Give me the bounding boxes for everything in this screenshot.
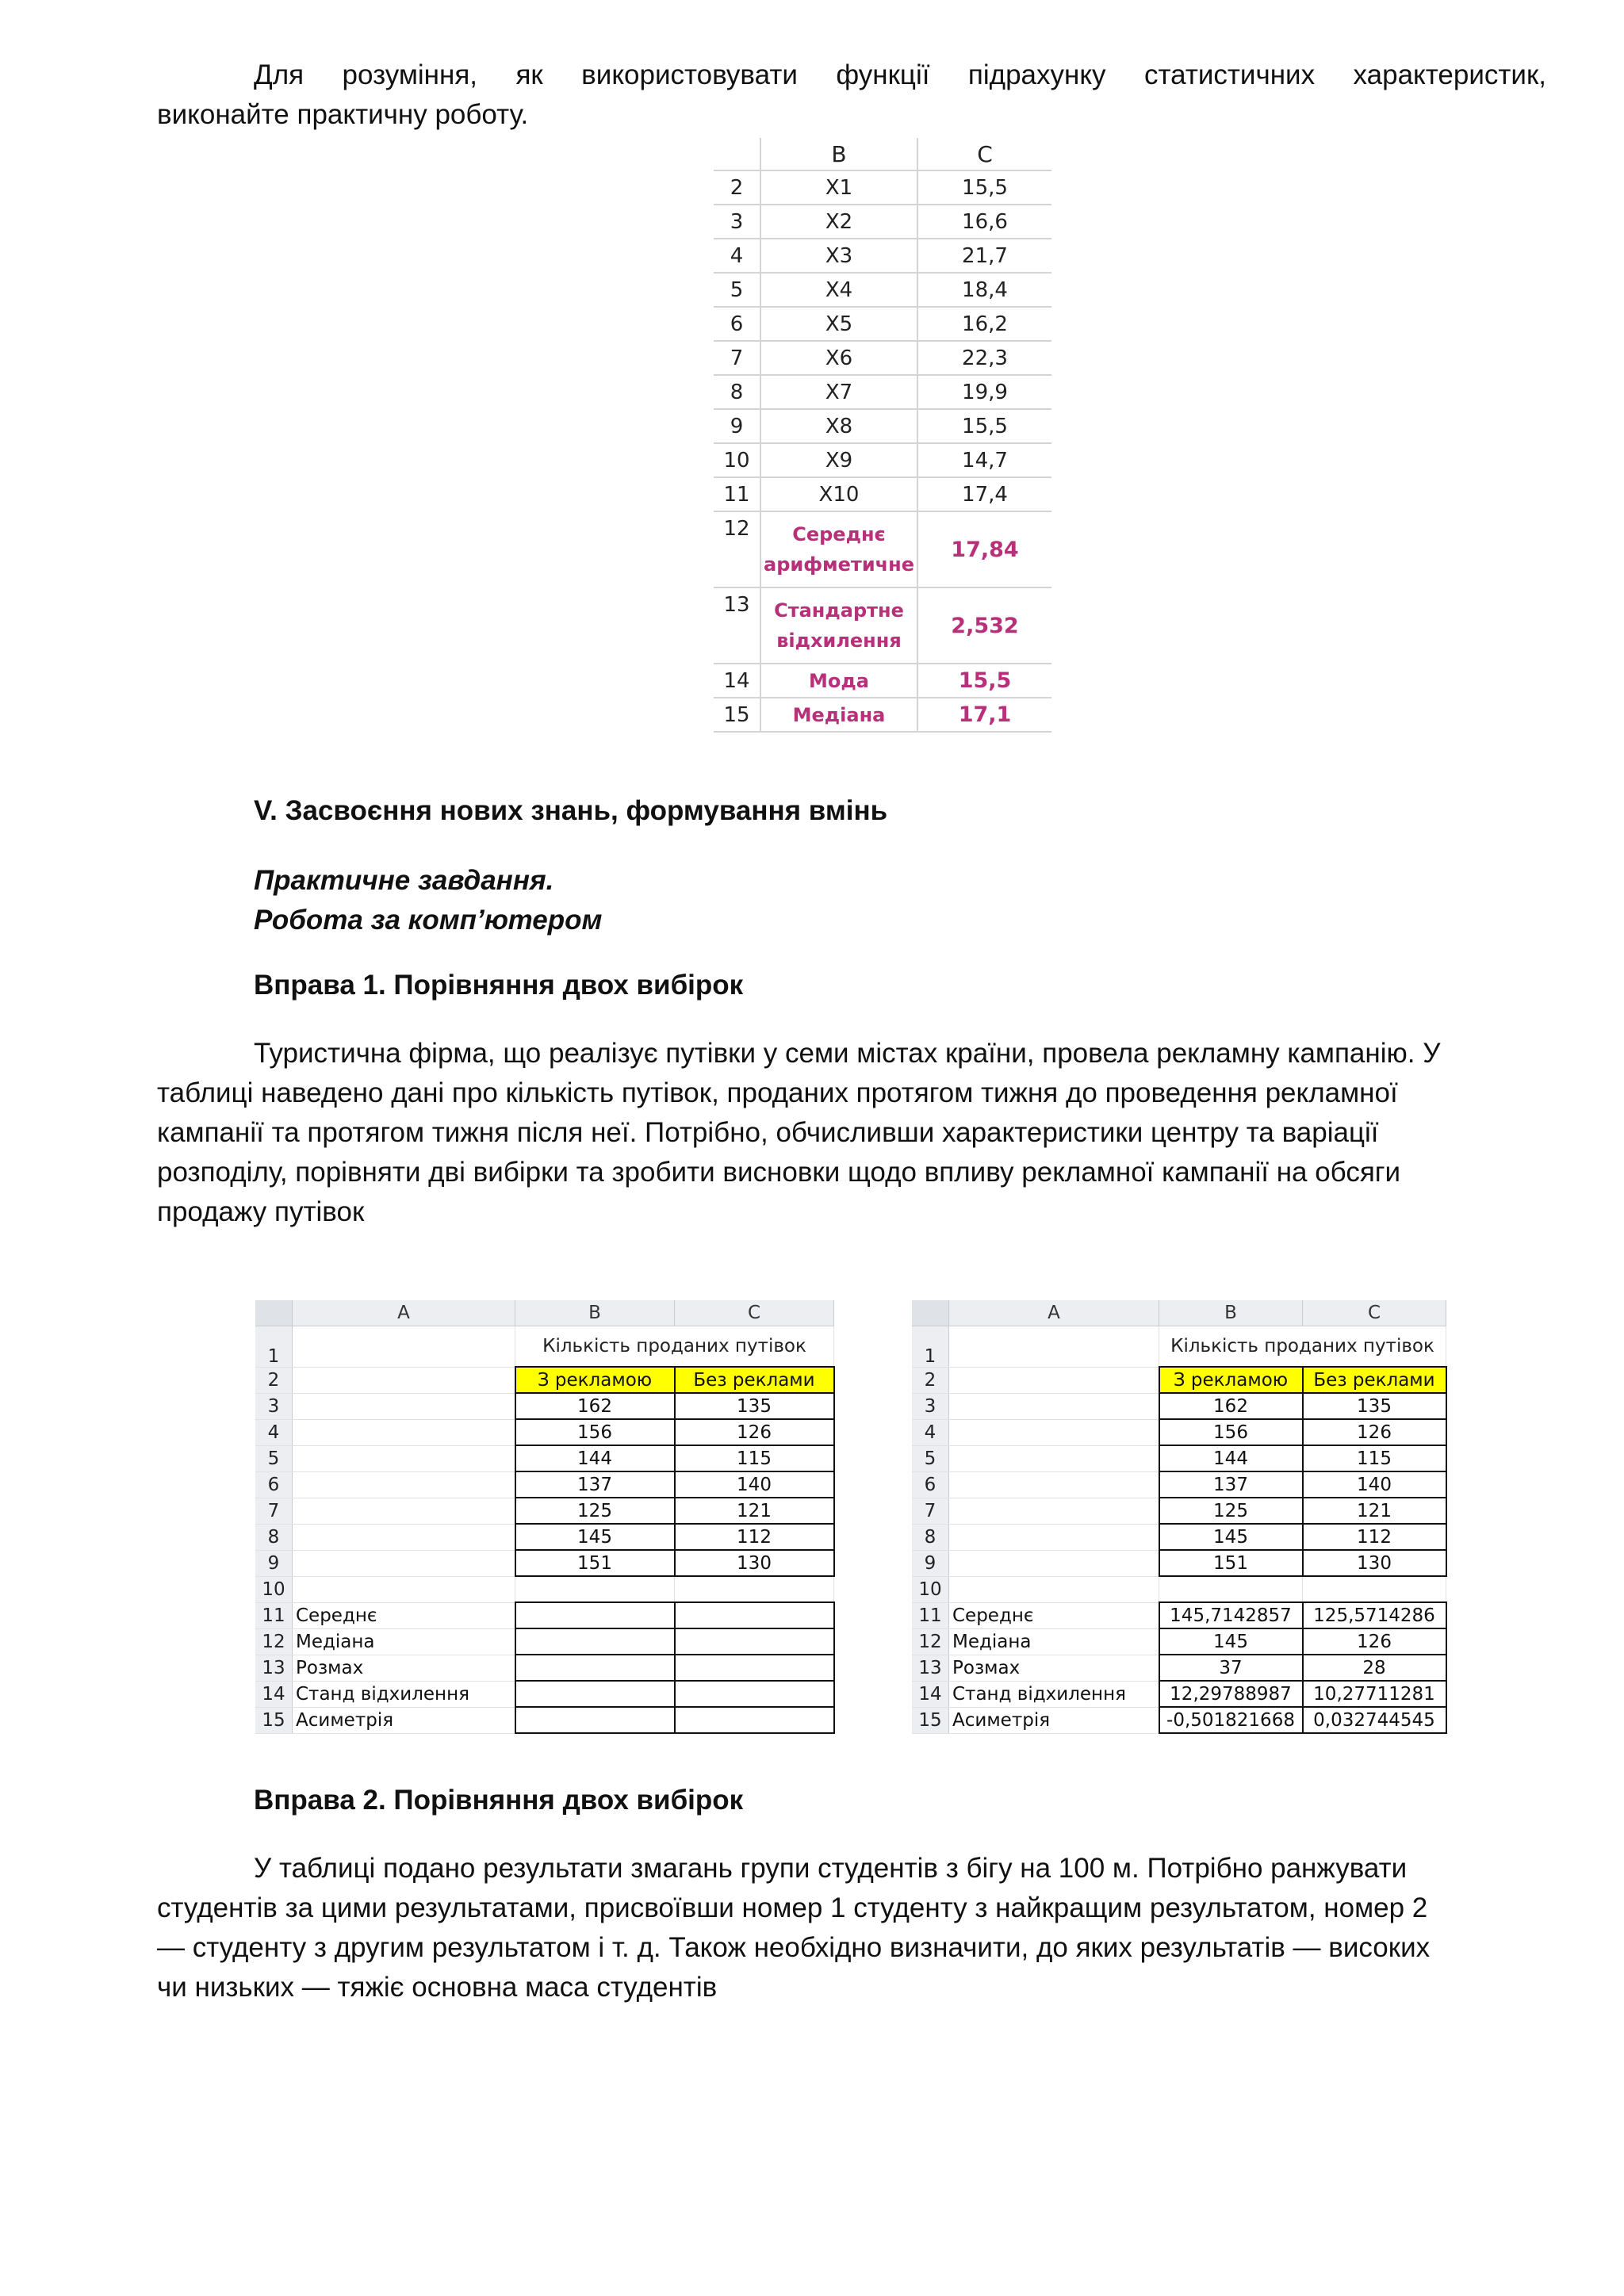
exercise-2-text: У таблиці подано результати змагань групи студентів з бігу на 100 м. Потрібно ранжувати студентів за цими результатами, присвоївши номер 1 студенту з найкращим результатом, номер 2 — студенту з другим результатом і т. д. Також необхідно визначити, до яких результатів — високих чи низьких — тяжіє основна маса студентів	[157, 1853, 1431, 2003]
table-row: 4 156 126	[255, 1419, 834, 1445]
stats-summary-row: 15 Медіана 17,1	[714, 698, 1051, 732]
excel-title: Кількість проданих путівок	[515, 1326, 834, 1368]
table-row: 5 144 115	[912, 1445, 1446, 1471]
header-with-ads: З рекламою	[1159, 1367, 1303, 1393]
table-row: 7 125 121	[912, 1498, 1446, 1524]
stats-row: 3 X2 16,6	[714, 205, 1051, 239]
intro-paragraph	[157, 55, 1546, 135]
table-row: 12 Медіана 145 126	[912, 1628, 1446, 1655]
exercise-1-title: Вправа 1. Порівняння двох вибірок	[254, 970, 744, 1001]
excel-title: Кількість проданих путівок	[1159, 1326, 1446, 1368]
table-row: 11 Середнє 145,7142857 125,5714286	[912, 1602, 1446, 1628]
intro-line-1: Для розуміння, як використовувати функції підрахунку статистичних характеристик,	[254, 59, 1546, 90]
header-without-ads: Без реклами	[1303, 1367, 1446, 1393]
intro-line-2: виконайте практичну роботу.	[157, 99, 529, 130]
excel-column-header: A B C	[912, 1300, 1446, 1326]
stats-table	[714, 138, 1051, 733]
table-row: 14 Станд відхилення	[255, 1681, 834, 1707]
exercise-1-text: Туристична фірма, що реалізує путівки у семи містах країни, провела рекламну кампанію. У таблиці наведено дані про кількість путівок, проданих протягом тижня до проведення рекламної кампанії та протягом тижня після неї. Потрібно, обчисливши характеристики центру та варіації розподілу, порівняти дві вибірки та зробити висновки щодо впливу рекламної кампанії на обсяги продажу путівок	[157, 1038, 1441, 1227]
table-row: 3 162 135	[255, 1393, 834, 1419]
excel-table-empty: A B C 1 Кількість проданих путівок 2 З рекламою Без реклами 3 162 135 4 156 126 5 144 115 6 137 140 7 125 121 8 145 112 9 151 130 10 11 Середнє 12 Медіана 13 Розмах 14 Станд відхилення 15 Асиметрія	[255, 1300, 835, 1734]
excel-table-filled: A B C 1 Кількість проданих путівок 2 З рекламою Без реклами 3 162 135 4 156 126 5 144 115 6 137 140 7 125 121 8 145 112 9 151 130 10 11 Середнє 145,7142857 125,5714286 12 Медіана 145 126 13 Розмах 37 28 14 Станд відхилення 12,29788987 10,27711281 15 Асиметрія -0,501821668 0,032744545	[912, 1300, 1447, 1734]
stats-col-c: C	[917, 138, 1051, 170]
practical-task	[254, 861, 1522, 940]
header-with-ads: З рекламою	[515, 1367, 675, 1393]
stats-header-row	[714, 138, 1051, 170]
table-row: 13 Розмах 37 28	[912, 1655, 1446, 1681]
stats-row: 4 X3 21,7	[714, 239, 1051, 273]
stats-row: 2 X1 15,5	[714, 170, 1051, 205]
table-row: 11 Середнє	[255, 1602, 834, 1628]
table-row: 12 Медіана	[255, 1628, 834, 1655]
practical-task-line-1: Практичне завдання.	[254, 865, 554, 896]
stats-row: 7 X6 22,3	[714, 341, 1051, 375]
stats-summary-row: 12 Середнє арифметичне 17,84	[714, 511, 1051, 587]
exercise-2-title: Вправа 2. Порівняння двох вибірок	[254, 1785, 744, 1816]
stats-summary-row: 14 Мода 15,5	[714, 664, 1051, 698]
table-row: 15 Асиметрія -0,501821668 0,032744545	[912, 1707, 1446, 1733]
stats-row: 9 X8 15,5	[714, 409, 1051, 443]
table-row: 9 151 130	[255, 1550, 834, 1576]
stats-col-b: B	[760, 138, 917, 170]
table-row: 15 Асиметрія	[255, 1707, 834, 1733]
table-row: 6 137 140	[255, 1471, 834, 1498]
excel-column-header: A B C	[255, 1300, 834, 1326]
header-without-ads: Без реклами	[675, 1367, 834, 1393]
section-heading: V. Засвоєння нових знань, формування вмінь	[254, 795, 888, 826]
table-row: 7 125 121	[255, 1498, 834, 1524]
table-row: 4 156 126	[912, 1419, 1446, 1445]
stats-summary-row: 13 Стандартне відхилення 2,532	[714, 587, 1051, 664]
table-row: 9 151 130	[912, 1550, 1446, 1576]
stats-row: 6 X5 16,2	[714, 307, 1051, 341]
stats-row: 11 X10 17,4	[714, 477, 1051, 511]
table-row: 8 145 112	[912, 1524, 1446, 1550]
stats-row: 5 X4 18,4	[714, 273, 1051, 307]
table-row: 8 145 112	[255, 1524, 834, 1550]
table-row: 13 Розмах	[255, 1655, 834, 1681]
table-row: 3 162 135	[912, 1393, 1446, 1419]
table-row: 14 Станд відхилення 12,29788987 10,27711281	[912, 1681, 1446, 1707]
stats-row: 8 X7 19,9	[714, 375, 1051, 409]
practical-task-line-2: Робота за комп’ютером	[254, 905, 603, 936]
stats-row: 10 X9 14,7	[714, 443, 1051, 477]
table-row: 6 137 140	[912, 1471, 1446, 1498]
table-row: 5 144 115	[255, 1445, 834, 1471]
